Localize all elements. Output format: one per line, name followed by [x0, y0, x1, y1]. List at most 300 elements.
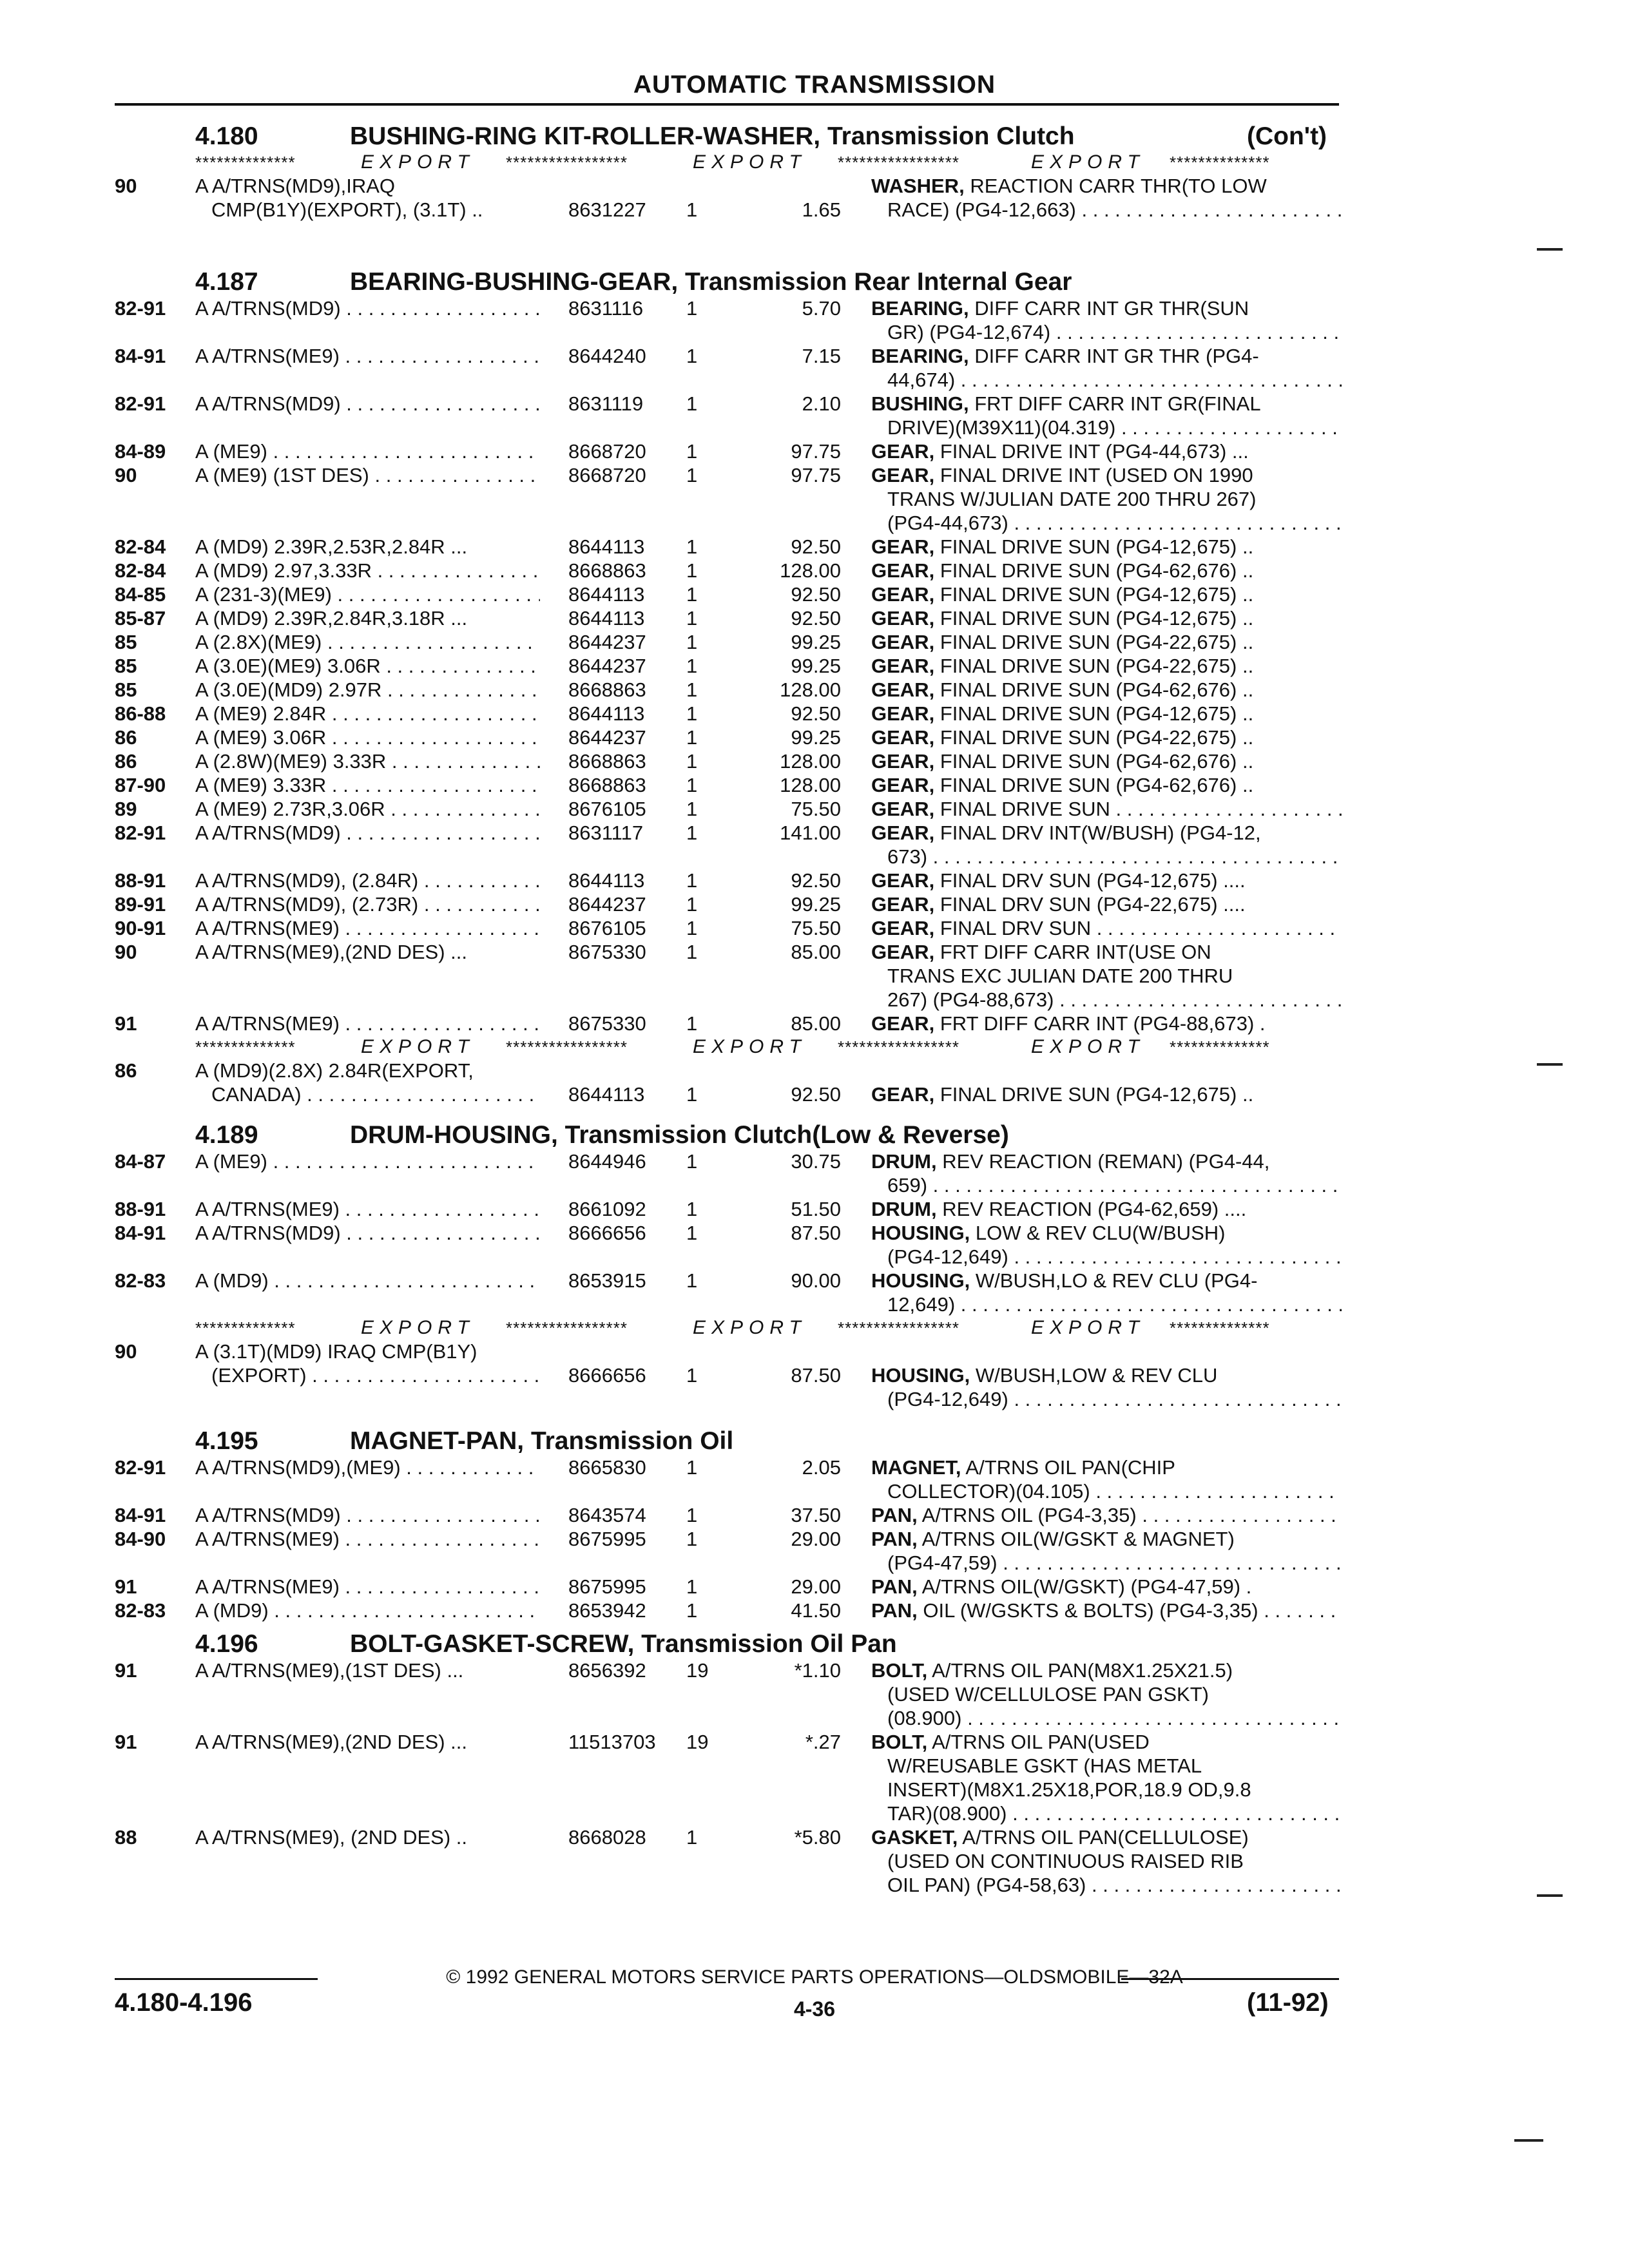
description-line: [871, 797, 1342, 821]
description-keyword: GEAR,: [871, 702, 935, 725]
margin-mark: [1514, 2139, 1543, 2142]
description-keyword: HOUSING,: [871, 1222, 970, 1244]
part-entry: [0, 654, 1629, 678]
description-line: [871, 1575, 1342, 1599]
part-number: 8656392: [568, 1659, 646, 1682]
quantity: 1: [686, 1528, 698, 1550]
quantity: 1: [686, 702, 698, 725]
export-stars: **************: [1170, 1037, 1270, 1057]
description: [871, 463, 1342, 535]
description: [871, 1575, 1342, 1599]
part-entry: [0, 1197, 1629, 1221]
price: 99.25: [791, 726, 841, 749]
description-keyword: GEAR,: [871, 583, 935, 606]
application-line: A (MD9) 2.97,3.33R . . .: [195, 559, 540, 582]
part-entry: [0, 1527, 1629, 1575]
export-label: EXPORT: [361, 151, 475, 173]
description-line: 267) (PG4-88,673) . . .: [871, 988, 1342, 1012]
section-header: [0, 268, 1629, 296]
price: 75.50: [791, 798, 841, 820]
export-label: EXPORT: [1031, 1317, 1145, 1338]
price: 92.50: [791, 535, 841, 558]
quantity: 1: [686, 774, 698, 796]
quantity: 1: [686, 1198, 698, 1220]
section-4-187: [0, 268, 1629, 1106]
part-number: 8644237: [568, 655, 646, 677]
part-entry: [0, 797, 1629, 821]
description-keyword: GEAR,: [871, 631, 935, 653]
model-years: 82-83: [115, 1269, 166, 1292]
part-number: 8668863: [568, 774, 646, 796]
description-keyword: BEARING,: [871, 345, 969, 367]
description-keyword: PAN,: [871, 1504, 918, 1526]
description-keyword: GEAR,: [871, 798, 935, 820]
model-years: 87-90: [115, 774, 166, 796]
description-text: REV REACTION (PG4-62,659) ....: [942, 1198, 1247, 1220]
description-text: FINAL DRIVE SUN (PG4-62,676) ..: [940, 678, 1254, 701]
part-number: 8644237: [568, 893, 646, 916]
description: [871, 174, 1342, 222]
part-number: 8644946: [568, 1150, 646, 1173]
description-line: [871, 630, 1342, 654]
part-entry: [0, 821, 1629, 869]
application: [195, 1059, 540, 1106]
export-stars: **************: [195, 1318, 296, 1338]
description: [871, 726, 1342, 749]
model-years: 85: [115, 678, 137, 701]
application: [195, 296, 540, 320]
price: 99.25: [791, 655, 841, 677]
application-line: A A/TRNS(MD9) . . .: [195, 296, 540, 320]
description: [871, 1197, 1342, 1221]
model-years: 84-87: [115, 1150, 166, 1173]
application-line: A (ME9) (1ST DES) . . .: [195, 463, 540, 487]
description-line: [871, 940, 1342, 964]
application-line: A (ME9) 3.06R . . .: [195, 726, 540, 749]
application: [195, 1456, 540, 1479]
price: 92.50: [791, 702, 841, 725]
description-line: [871, 726, 1342, 749]
quantity: 1: [686, 1269, 698, 1292]
description-text: FINAL DRIVE SUN (PG4-22,675) ..: [940, 631, 1254, 653]
part-number: 8675330: [568, 941, 646, 963]
part-number: 8666656: [568, 1364, 646, 1387]
application: [195, 821, 540, 845]
part-number: 11513703: [568, 1731, 656, 1753]
description: [871, 1503, 1342, 1527]
model-years: 82-84: [115, 535, 166, 558]
description-line: [871, 892, 1342, 916]
description-text: A/TRNS OIL PAN(CHIP: [965, 1456, 1175, 1479]
description-line: [871, 1599, 1342, 1622]
description-line: DRIVE)(M39X11)(04.319) . . .: [871, 416, 1342, 439]
description: [871, 344, 1342, 392]
application-line: A (ME9) 2.84R . . .: [195, 702, 540, 726]
part-entry: [0, 702, 1629, 726]
application-line: A A/TRNS(ME9) . . .: [195, 916, 540, 940]
description: [871, 1825, 1342, 1897]
export-label: EXPORT: [361, 1036, 475, 1057]
description-line: [871, 1221, 1342, 1245]
description-text: FINAL DRV INT(W/BUSH) (PG4-12,: [940, 822, 1261, 844]
application-line: A A/TRNS(MD9), (2.73R) . . .: [195, 892, 540, 916]
application-line: A A/TRNS(ME9),(2ND DES) ...: [195, 1731, 468, 1753]
application-line: (EXPORT) . . .: [195, 1363, 540, 1387]
part-entry: [0, 773, 1629, 797]
price: 99.25: [791, 631, 841, 653]
price: 87.50: [791, 1222, 841, 1244]
description: [871, 940, 1342, 1012]
model-years: 84-90: [115, 1528, 166, 1550]
margin-mark: [1537, 1063, 1563, 1066]
description-text: REACTION CARR THR(TO LOW: [970, 175, 1267, 197]
part-entry: [0, 1340, 1629, 1411]
part-number: 8644113: [568, 702, 645, 725]
description-keyword: HOUSING,: [871, 1364, 970, 1387]
description-line: TRANS EXC JULIAN DATE 200 THRU: [887, 965, 1233, 987]
application-line: A A/TRNS(ME9) . . .: [195, 344, 540, 368]
model-years: 88: [115, 1826, 137, 1849]
description-text: FINAL DRV SUN (PG4-12,675) ....: [940, 869, 1246, 892]
export-stars: *****************: [506, 1318, 628, 1338]
application-line: A (3.0E)(ME9) 3.06R . . .: [195, 654, 540, 678]
description: [871, 559, 1342, 582]
price: 128.00: [780, 559, 841, 582]
description-keyword: GEAR,: [871, 750, 935, 773]
export-label: EXPORT: [693, 1036, 807, 1057]
continued-label: (Con't): [1247, 122, 1327, 150]
part-entry: [0, 1059, 1629, 1106]
export-divider: [0, 151, 1629, 174]
description-keyword: WASHER,: [871, 175, 965, 197]
description-keyword: GEAR,: [871, 559, 935, 582]
price: 128.00: [780, 750, 841, 773]
application-line: A A/TRNS(MD9), (2.84R) . . .: [195, 869, 540, 892]
description-keyword: GASKET,: [871, 1826, 958, 1849]
section-title: BEARING-BUSHING-GEAR, Transmission Rear Internal Gear: [350, 268, 1072, 296]
application: [195, 940, 540, 964]
model-years: 91: [115, 1575, 137, 1598]
quantity: 1: [686, 297, 698, 320]
description-line: [871, 1082, 1342, 1106]
model-years: 85: [115, 655, 137, 677]
application-line: A A/TRNS(ME9), (2ND DES) ..: [195, 1826, 468, 1849]
description-line: [871, 392, 1342, 416]
section-title: MAGNET-PAN, Transmission Oil: [350, 1427, 734, 1455]
part-number: 8644113: [568, 535, 645, 558]
description: [871, 1456, 1342, 1503]
application-line: A A/TRNS(MD9) . . .: [195, 1503, 540, 1527]
description: [871, 1363, 1342, 1411]
section-header: [0, 1427, 1629, 1456]
part-number: 8668863: [568, 559, 646, 582]
description-line: (PG4-44,673) . . .: [871, 511, 1342, 535]
application-line: A (ME9) . . .: [195, 1149, 540, 1173]
description-line: [871, 1825, 1342, 1849]
part-number: 8644113: [568, 583, 645, 606]
description-line: (PG4-12,649) . . .: [871, 1245, 1342, 1269]
description-line: (USED ON CONTINUOUS RAISED RIB: [887, 1850, 1244, 1872]
export-label: EXPORT: [1031, 151, 1145, 173]
description-line: OIL PAN) (PG4-58,63) . . .: [871, 1873, 1342, 1897]
export-stars: *****************: [838, 1318, 960, 1338]
application-line: A (MD9) . . .: [195, 1269, 540, 1293]
price: 128.00: [780, 774, 841, 796]
section-header: [0, 1630, 1629, 1658]
footer-section-range: 4.180-4.196: [115, 1988, 253, 2017]
application: [195, 726, 540, 749]
application-line: A A/TRNS(ME9),(2ND DES) ...: [195, 941, 468, 963]
description-text: FINAL DRIVE SUN: [940, 798, 1110, 820]
part-entry: [0, 559, 1629, 582]
application-line: A A/TRNS(ME9) . . .: [195, 1197, 540, 1221]
application: [195, 439, 540, 463]
description-line: [871, 821, 1342, 845]
description-line: [871, 773, 1342, 797]
quantity: 1: [686, 198, 698, 221]
application: [195, 1575, 540, 1599]
application: [195, 702, 540, 726]
part-entry: [0, 678, 1629, 702]
application-line: A (2.8W)(ME9) 3.33R . . .: [195, 749, 540, 773]
model-years: 84-91: [115, 1222, 166, 1244]
part-entry: [0, 916, 1629, 940]
application-line: A (ME9) 3.33R . . .: [195, 773, 540, 797]
price: 29.00: [791, 1528, 841, 1550]
description-keyword: GEAR,: [871, 893, 935, 916]
export-divider: [0, 1035, 1629, 1059]
price: 99.25: [791, 893, 841, 916]
export-label: EXPORT: [693, 151, 807, 173]
section-number: 4.196: [195, 1630, 258, 1658]
section-number: 4.180: [195, 122, 258, 150]
part-entry: [0, 1503, 1629, 1527]
application: [195, 1149, 540, 1173]
model-years: 82-84: [115, 559, 166, 582]
footer-copyright: © 1992 GENERAL MOTORS SERVICE PARTS OPERATIONS—OLDSMOBILE—32A: [446, 1966, 1183, 1988]
part-entry: [0, 1658, 1629, 1730]
price: 92.50: [791, 607, 841, 629]
application: [195, 344, 540, 368]
part-number: 8676105: [568, 917, 646, 939]
price: 92.50: [791, 869, 841, 892]
description-line: INSERT)(M8X1.25X18,POR,18.9 OD,9.8: [887, 1778, 1251, 1801]
description-line: 659) . . .: [871, 1173, 1342, 1197]
price: 92.50: [791, 583, 841, 606]
description-line: [871, 582, 1342, 606]
description-text: A/TRNS OIL (PG4-3,35): [921, 1504, 1137, 1526]
export-divider: [0, 1316, 1629, 1340]
part-entry: [0, 1269, 1629, 1316]
margin-mark: [1537, 248, 1563, 251]
application-line: CANADA) . . .: [195, 1082, 540, 1106]
model-years: 85-87: [115, 607, 166, 629]
application-line: CMP(B1Y)(EXPORT), (3.1T) ..: [211, 198, 483, 221]
export-stars: *****************: [838, 1037, 960, 1057]
part-number: 8665830: [568, 1456, 646, 1479]
description-line: [871, 869, 1342, 892]
application: [195, 1221, 540, 1245]
part-entry: [0, 1149, 1629, 1197]
description: [871, 797, 1342, 821]
section-4-189: [0, 1121, 1629, 1411]
description-keyword: DRUM,: [871, 1150, 937, 1173]
part-number: 8668863: [568, 750, 646, 773]
part-number: 8631227: [568, 198, 646, 221]
quantity: 1: [686, 1504, 698, 1526]
quantity: 19: [686, 1659, 709, 1682]
part-entry: [0, 344, 1629, 392]
quantity: 1: [686, 1012, 698, 1035]
application: [195, 535, 540, 559]
application-line: A (MD9) 2.39R,2.84R,3.18R ...: [195, 607, 468, 629]
price: 141.00: [780, 822, 841, 844]
section-4-196: [0, 1630, 1629, 1897]
part-entry: [0, 1730, 1629, 1825]
model-years: 84-89: [115, 440, 166, 463]
description-text: A/TRNS OIL(W/GSKT & MAGNET): [921, 1528, 1235, 1550]
description: [871, 535, 1342, 559]
part-number: 8644237: [568, 726, 646, 749]
description: [871, 773, 1342, 797]
description-keyword: GEAR,: [871, 464, 935, 486]
description-line: [871, 749, 1342, 773]
application: [195, 1730, 540, 1754]
price: *5.80: [794, 1826, 841, 1849]
description-keyword: GEAR,: [871, 917, 935, 939]
description: [871, 1658, 1342, 1730]
price: 30.75: [791, 1150, 841, 1173]
price: 2.10: [802, 392, 841, 415]
model-years: 89: [115, 798, 137, 820]
price: 7.15: [802, 345, 841, 367]
description-text: FINAL DRIVE SUN (PG4-22,675) ..: [940, 655, 1254, 677]
description-line: [871, 702, 1342, 726]
price: 1.65: [802, 198, 841, 221]
application: [195, 606, 540, 630]
description-keyword: BUSHING,: [871, 392, 969, 415]
part-number: 8631117: [568, 822, 644, 844]
model-years: 84-91: [115, 345, 166, 367]
part-number: 8668028: [568, 1826, 646, 1849]
application: [195, 1527, 540, 1551]
quantity: 1: [686, 678, 698, 701]
application: [195, 1825, 540, 1849]
quantity: 1: [686, 607, 698, 629]
description-text: DIFF CARR INT GR THR(SUN: [974, 297, 1249, 320]
model-years: 82-91: [115, 1456, 166, 1479]
quantity: 1: [686, 1456, 698, 1479]
quantity: 1: [686, 822, 698, 844]
part-number: 8676105: [568, 798, 646, 820]
description-line: RACE) (PG4-12,663) . . .: [871, 198, 1342, 222]
margin-mark: [1537, 1894, 1563, 1897]
description: [871, 916, 1342, 940]
part-number: 8644113: [568, 607, 645, 629]
quantity: 1: [686, 1222, 698, 1244]
price: 128.00: [780, 678, 841, 701]
description: [871, 606, 1342, 630]
quantity: 1: [686, 535, 698, 558]
quantity: 1: [686, 440, 698, 463]
price: *1.10: [794, 1659, 841, 1682]
description-line: [871, 1527, 1342, 1551]
application: [195, 1658, 540, 1682]
quantity: 1: [686, 941, 698, 963]
application: [195, 463, 540, 487]
description-text: FINAL DRIVE SUN (PG4-12,675) ..: [940, 607, 1254, 629]
description-text: FRT DIFF CARR INT (PG4-88,673) .: [940, 1012, 1266, 1035]
application: [195, 1599, 540, 1622]
section-4-180: [0, 122, 1629, 222]
description: [871, 1149, 1342, 1197]
price: 92.50: [791, 1083, 841, 1106]
quantity: 1: [686, 869, 698, 892]
quantity: 19: [686, 1731, 709, 1753]
description: [871, 654, 1342, 678]
description-text: FINAL DRIVE SUN (PG4-12,675) ..: [940, 702, 1254, 725]
export-stars: **************: [195, 153, 296, 172]
application-line: A A/TRNS(MD9),IRAQ: [195, 175, 396, 197]
description: [871, 749, 1342, 773]
quantity: 1: [686, 345, 698, 367]
section-title: BUSHING-RING KIT-ROLLER-WASHER, Transmission Clutch: [350, 122, 1075, 150]
description-keyword: GEAR,: [871, 1083, 935, 1106]
description-line: (PG4-12,649) . . .: [871, 1387, 1342, 1411]
description-line: [871, 678, 1342, 702]
description-keyword: DRUM,: [871, 1198, 937, 1220]
description-line: [871, 1503, 1342, 1527]
part-entry: [0, 940, 1629, 1012]
description-keyword: BOLT,: [871, 1659, 928, 1682]
description-line: [871, 1197, 1342, 1221]
quantity: 1: [686, 750, 698, 773]
description-line: (08.900) . . .: [871, 1706, 1342, 1730]
part-entry: [0, 892, 1629, 916]
price: 51.50: [791, 1198, 841, 1220]
part-number: 8643574: [568, 1504, 646, 1526]
part-number: 8661092: [568, 1198, 646, 1220]
description-text: FINAL DRIVE SUN (PG4-62,676) ..: [940, 774, 1254, 796]
description-line: (PG4-47,59) . . .: [871, 1551, 1342, 1575]
section-4-195: [0, 1427, 1629, 1622]
section-header: [0, 1121, 1629, 1149]
description-text: FINAL DRIVE SUN (PG4-62,676) ..: [940, 750, 1254, 773]
application-line: A (ME9) . . .: [195, 439, 540, 463]
description-line: [871, 1012, 1342, 1035]
description-line: [871, 344, 1342, 368]
price: *.27: [805, 1731, 841, 1753]
description-text: FINAL DRIVE INT (PG4-44,673) ...: [940, 440, 1249, 463]
application: [195, 773, 540, 797]
quantity: 1: [686, 583, 698, 606]
application: [195, 559, 540, 582]
application: [195, 630, 540, 654]
description: [871, 296, 1342, 344]
application-line: A A/TRNS(MD9) . . .: [195, 1221, 540, 1245]
part-number: 8653915: [568, 1269, 646, 1292]
application: [195, 582, 540, 606]
description-text: FINAL DRIVE INT (USED ON 1990: [940, 464, 1253, 486]
description-text: A/TRNS OIL PAN(USED: [932, 1731, 1150, 1753]
description: [871, 869, 1342, 892]
model-years: 84-85: [115, 583, 166, 606]
section-number: 4.189: [195, 1121, 258, 1149]
description-text: FINAL DRIVE SUN (PG4-62,676) ..: [940, 559, 1254, 582]
application: [195, 892, 540, 916]
description-keyword: PAN,: [871, 1528, 918, 1550]
description-keyword: PAN,: [871, 1599, 918, 1622]
